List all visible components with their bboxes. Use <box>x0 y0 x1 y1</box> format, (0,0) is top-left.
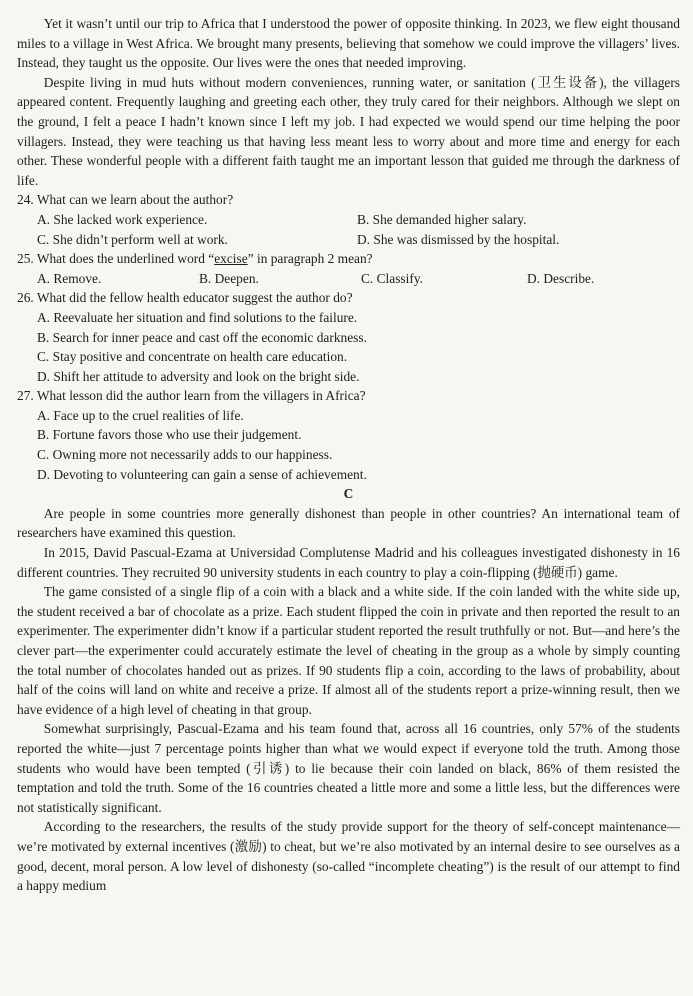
question-26-stem: 26. What did the fellow health educator suggest the author do? <box>17 290 353 306</box>
question-25-stem <box>17 249 680 269</box>
question-24 <box>17 190 680 249</box>
question-27-option-d[interactable]: D. Devoting to volunteering can gain a sense of achievement. <box>37 466 367 482</box>
question-25-option-b[interactable]: B. Deepen. <box>199 270 259 286</box>
question-25-underlined-word: excise <box>214 251 248 267</box>
question-27-option-c[interactable]: C. Owning more not necessarily adds to our happiness. <box>37 447 333 463</box>
passage-c-paragraph-3: The game consisted of a single flip of a coin with a black and a white side. If the coin landed with the white side up, the student received a bar of chocolate as a prize. Each student flipped the coin in private and then reported the result to an experimenter. The experimenter didn’t know if a particular student reported the result truthfully or not. But—and here’s the clever part—the experimenter could accurately estimate the level of cheating in the group as a whole by simply counting the total number of chocolates handed out as prizes. If 90 students flip a coin, according to the laws of probability, about half of the coins will land on white and receive a prize. If almost all of the students report a prize-winning result, then we have evidence of a high level of cheating in that group. <box>17 584 680 717</box>
question-26-option-d[interactable]: D. Shift her attitude to adversity and look on the bright side. <box>37 368 360 384</box>
question-26-option-a[interactable]: A. Reevaluate her situation and find solutions to the failure. <box>37 309 358 325</box>
passage-b-paragraph-2: Despite living in mud huts without modern conveniences, running water, or sanitation (卫生设备), the villagers appeared content. Frequently laughing and greeting each other, they truly cared for their neighbors. Although we slept on the ground, I felt a peace I hadn’t known since I left my job. I had expected we would spend our time helping the poor villagers. Instead, they were teaching us that having less meant less to worry about and more time and energy for each other. These wonderful people with a different faith taught me an important lesson that guided me through the darkness of life. <box>17 74 680 188</box>
question-26 <box>17 288 680 386</box>
passage-c-paragraph-5: According to the researchers, the results of the study provide support for the theory of self-concept maintenance—we’re motivated by external incentives (激励) to cheat, but we’re also motivated by an internal desire to see ourselves as a good, decent, moral person. A low level of dishonesty (so-called “incomplete cheating”) is the result of our attempt to find a happy medium <box>17 819 680 894</box>
question-25 <box>17 249 680 288</box>
question-25-option-c[interactable]: C. Classify. <box>361 270 423 286</box>
question-24-option-c[interactable]: C. She didn’t perform well at work. <box>37 231 228 247</box>
question-27-option-a[interactable]: A. Face up to the cruel realities of life. <box>37 407 244 423</box>
question-25-option-d[interactable]: D. Describe. <box>527 270 595 286</box>
question-24-option-a[interactable]: A. She lacked work experience. <box>37 211 208 227</box>
question-27-stem: 27. What lesson did the author learn from the villagers in Africa? <box>17 388 366 404</box>
passage-c-paragraph-4: Somewhat surprisingly, Pascual-Ezama and his team found that, across all 16 countries, only 57% of the students reported the white—just 7 percentage points higher than what we would expect if everyone told the truth. Among those students who would have been tempted (引诱) to lie because their coin landed on black, 86% of them resisted the temptation and told the truth. Some of the 16 countries cheated a little more and some a little less, but the differences were not statistically significant. <box>17 721 680 815</box>
question-26-option-c[interactable]: C. Stay positive and concentrate on health care education. <box>37 349 348 365</box>
question-25-stem-after: ” in paragraph 2 mean? <box>247 251 373 267</box>
question-27-option-b[interactable]: B. Fortune favors those who use their judgement. <box>37 427 302 443</box>
question-24-option-b[interactable]: B. She demanded higher salary. <box>357 211 527 227</box>
question-25-stem-before: 25. What does the underlined word “ <box>17 251 215 267</box>
question-27 <box>17 386 680 484</box>
passage-c-paragraph-2: In 2015, David Pascual-Ezama at Universidad Complutense Madrid and his colleagues investigated dishonesty in 16 different countries. They recruited 90 university students in each country to play a coin-flipping (抛硬币) game. <box>17 545 680 580</box>
passage-c-paragraph-1: Are people in some countries more generally dishonest than people in other countries? An international team of researchers have examined this question. <box>17 505 680 541</box>
passage-b-paragraph-1: Yet it wasn’t until our trip to Africa that I understood the power of opposite thinking. In 2023, we flew eight thousand miles to a village in West Africa. We brought many presents, believing that somehow we could improve the villagers’ lives. Instead, they taught us the opposite. Our lives were the ones that needed improving. <box>17 16 680 71</box>
question-24-option-d[interactable]: D. She was dismissed by the hospital. <box>357 231 560 247</box>
passage-c-heading: C <box>343 486 354 502</box>
question-26-option-b[interactable]: B. Search for inner peace and cast off the economic darkness. <box>37 329 367 345</box>
question-25-option-a[interactable]: A. Remove. <box>37 270 102 286</box>
question-24-stem: 24. What can we learn about the author? <box>17 192 234 208</box>
